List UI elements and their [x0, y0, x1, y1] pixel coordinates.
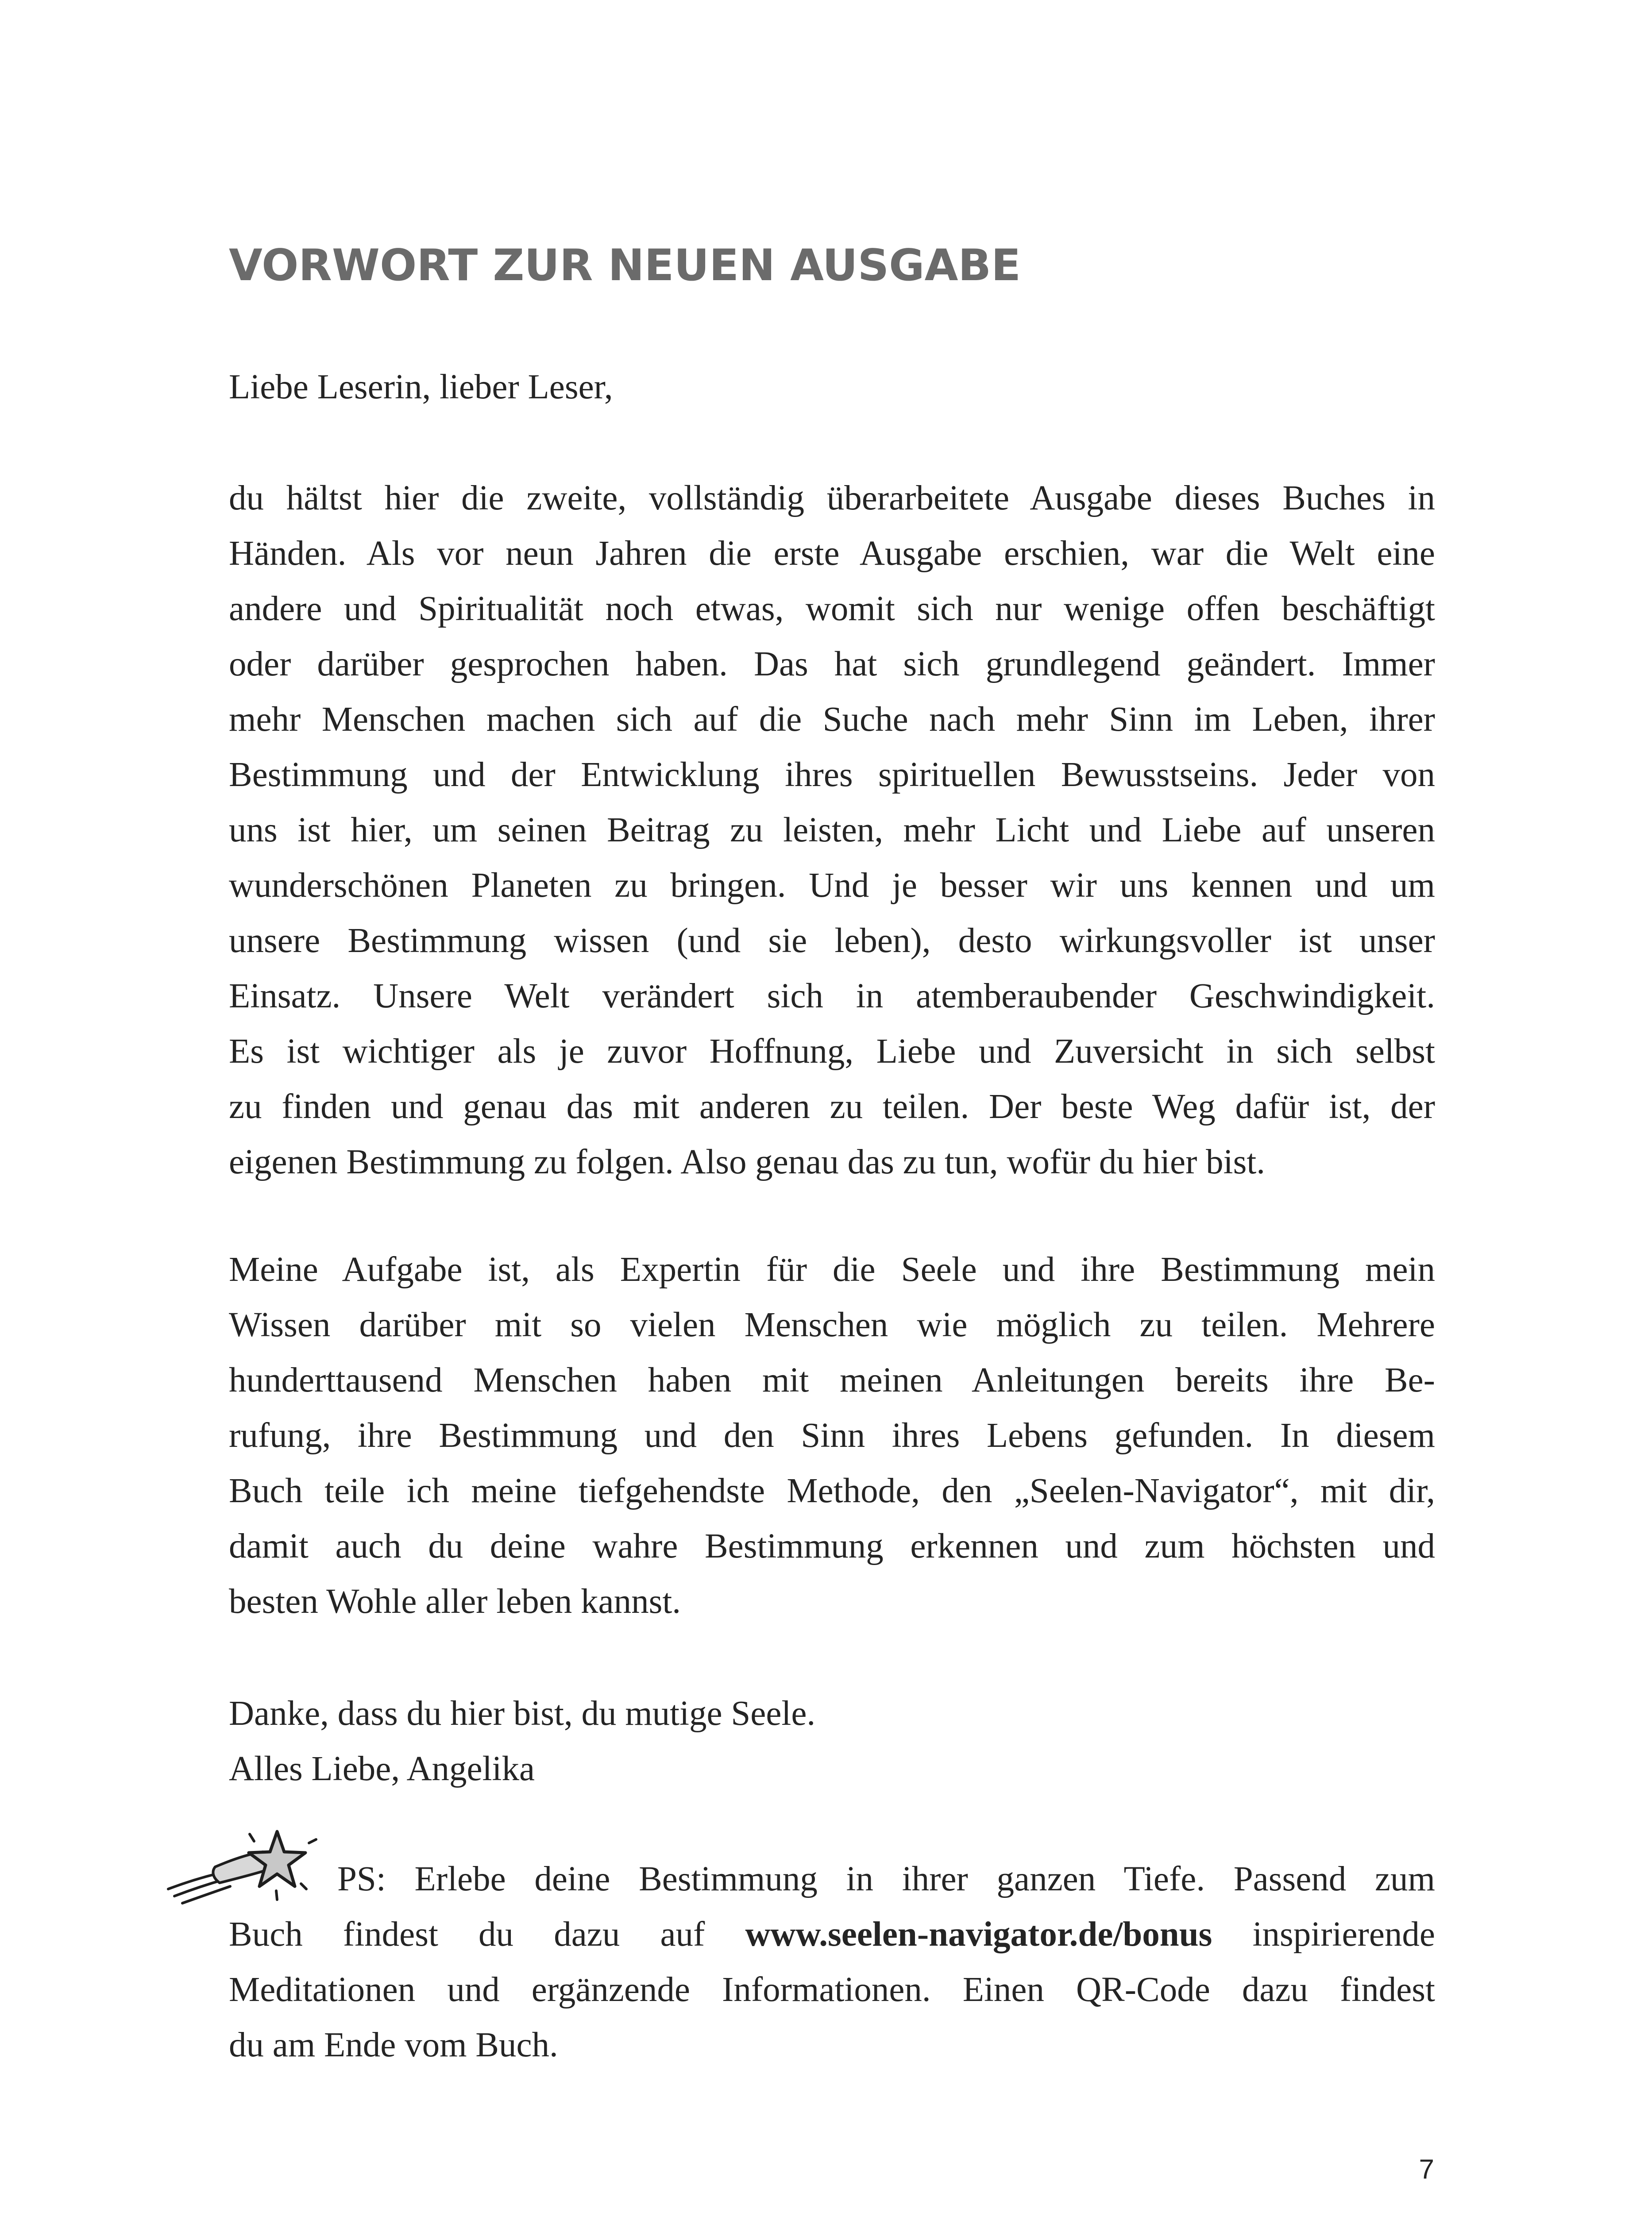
paragraph-line: besten Wohle aller leben kannst.: [229, 1582, 681, 1621]
paragraph-line: Bestimmung und der Entwicklung ihres spirituellen Bewusstseins. Jeder von: [229, 756, 1435, 794]
paragraph-line: du hältst hier die zweite, vollständig überarbeitete Ausgabe dieses Buches in: [229, 479, 1435, 517]
closing: [229, 1686, 1435, 1797]
postscript-text: inspirierende: [1212, 1915, 1435, 1954]
paragraph-line: rufung, ihre Bestimmung und den Sinn ihres Lebens gefunden. In diesem: [229, 1416, 1435, 1455]
paragraph-line: Buch teile ich meine tiefgehendste Methode, den „Seelen-Navigator“, mit dir,: [229, 1472, 1435, 1510]
postscript-line: [229, 1907, 1435, 1962]
paragraph-line: Händen. Als vor neun Jahren die erste Ausgabe erschien, war die Welt eine: [229, 534, 1435, 573]
page-number: 7: [1419, 2154, 1434, 2185]
paragraph-line: eigenen Bestimmung zu folgen. Also genau das zu tun, wofür du hier bist.: [229, 1143, 1266, 1181]
paragraph-2: [229, 1242, 1435, 1629]
paragraph-line: oder darüber gesprochen haben. Das hat sich grundlegend geändert. Immer: [229, 645, 1435, 683]
closing-line: Danke, dass du hier bist, du mutige Seele.: [229, 1694, 816, 1733]
postscript-line: du am Ende vom Buch.: [229, 2026, 558, 2064]
paragraph-line: Einsatz. Unsere Welt verändert sich in atemberaubender Geschwindigkeit.: [229, 977, 1435, 1015]
postscript: [229, 1851, 1435, 2073]
postscript-line: Meditationen und ergänzende Informationen. Einen QR-Code dazu findest: [229, 1970, 1435, 2009]
paragraph-line: Wissen darüber mit so vielen Menschen wie möglich zu teilen. Mehrere: [229, 1306, 1435, 1344]
postscript-line: PS: Erlebe deine Bestimmung in ihrer ganzen Tiefe. Passend zum: [337, 1860, 1435, 1898]
paragraph-line: mehr Menschen machen sich auf die Suche nach mehr Sinn im Leben, ihrer: [229, 700, 1435, 739]
paragraph-line: uns ist hier, um seinen Beitrag zu leisten, mehr Licht und Liebe auf unseren: [229, 811, 1435, 849]
greeting-line: Liebe Leserin, lieber Leser,: [229, 368, 613, 406]
paragraph-line: Meine Aufgabe ist, als Expertin für die Seele und ihre Bestimmung mein: [229, 1250, 1435, 1289]
postscript-text: Buch findest du dazu auf: [229, 1915, 745, 1954]
signature-line: Alles Liebe, Angelika: [229, 1750, 535, 1788]
paragraph-line: zu finden und genau das mit anderen zu teilen. Der beste Weg dafür ist, der: [229, 1087, 1435, 1126]
paragraph-line: unsere Bestimmung wissen (und sie leben), desto wirkungsvoller ist unser: [229, 921, 1435, 960]
paragraph-line: wunderschönen Planeten zu bringen. Und je besser wir uns kennen und um: [229, 866, 1435, 905]
paragraph-line: andere und Spiritualität noch etwas, womit sich nur wenige offen beschäftigt: [229, 590, 1435, 628]
paragraph-line: Es ist wichtiger als je zuvor Hoffnung, Liebe und Zuversicht in sich selbst: [229, 1032, 1435, 1071]
greeting: [229, 359, 1435, 415]
chapter-heading: VORWORT ZUR NEUEN AUSGABE: [229, 240, 1021, 291]
paragraph-1: [229, 470, 1435, 1190]
paragraph-line: hunderttausend Menschen haben mit meinen Anleitungen bereits ihre Be-: [229, 1361, 1435, 1400]
paragraph-line: damit auch du deine wahre Bestimmung erkennen und zum höchsten und: [229, 1527, 1435, 1565]
bonus-url-link[interactable]: www.seelen-navigator.de/bonus: [745, 1915, 1212, 1954]
